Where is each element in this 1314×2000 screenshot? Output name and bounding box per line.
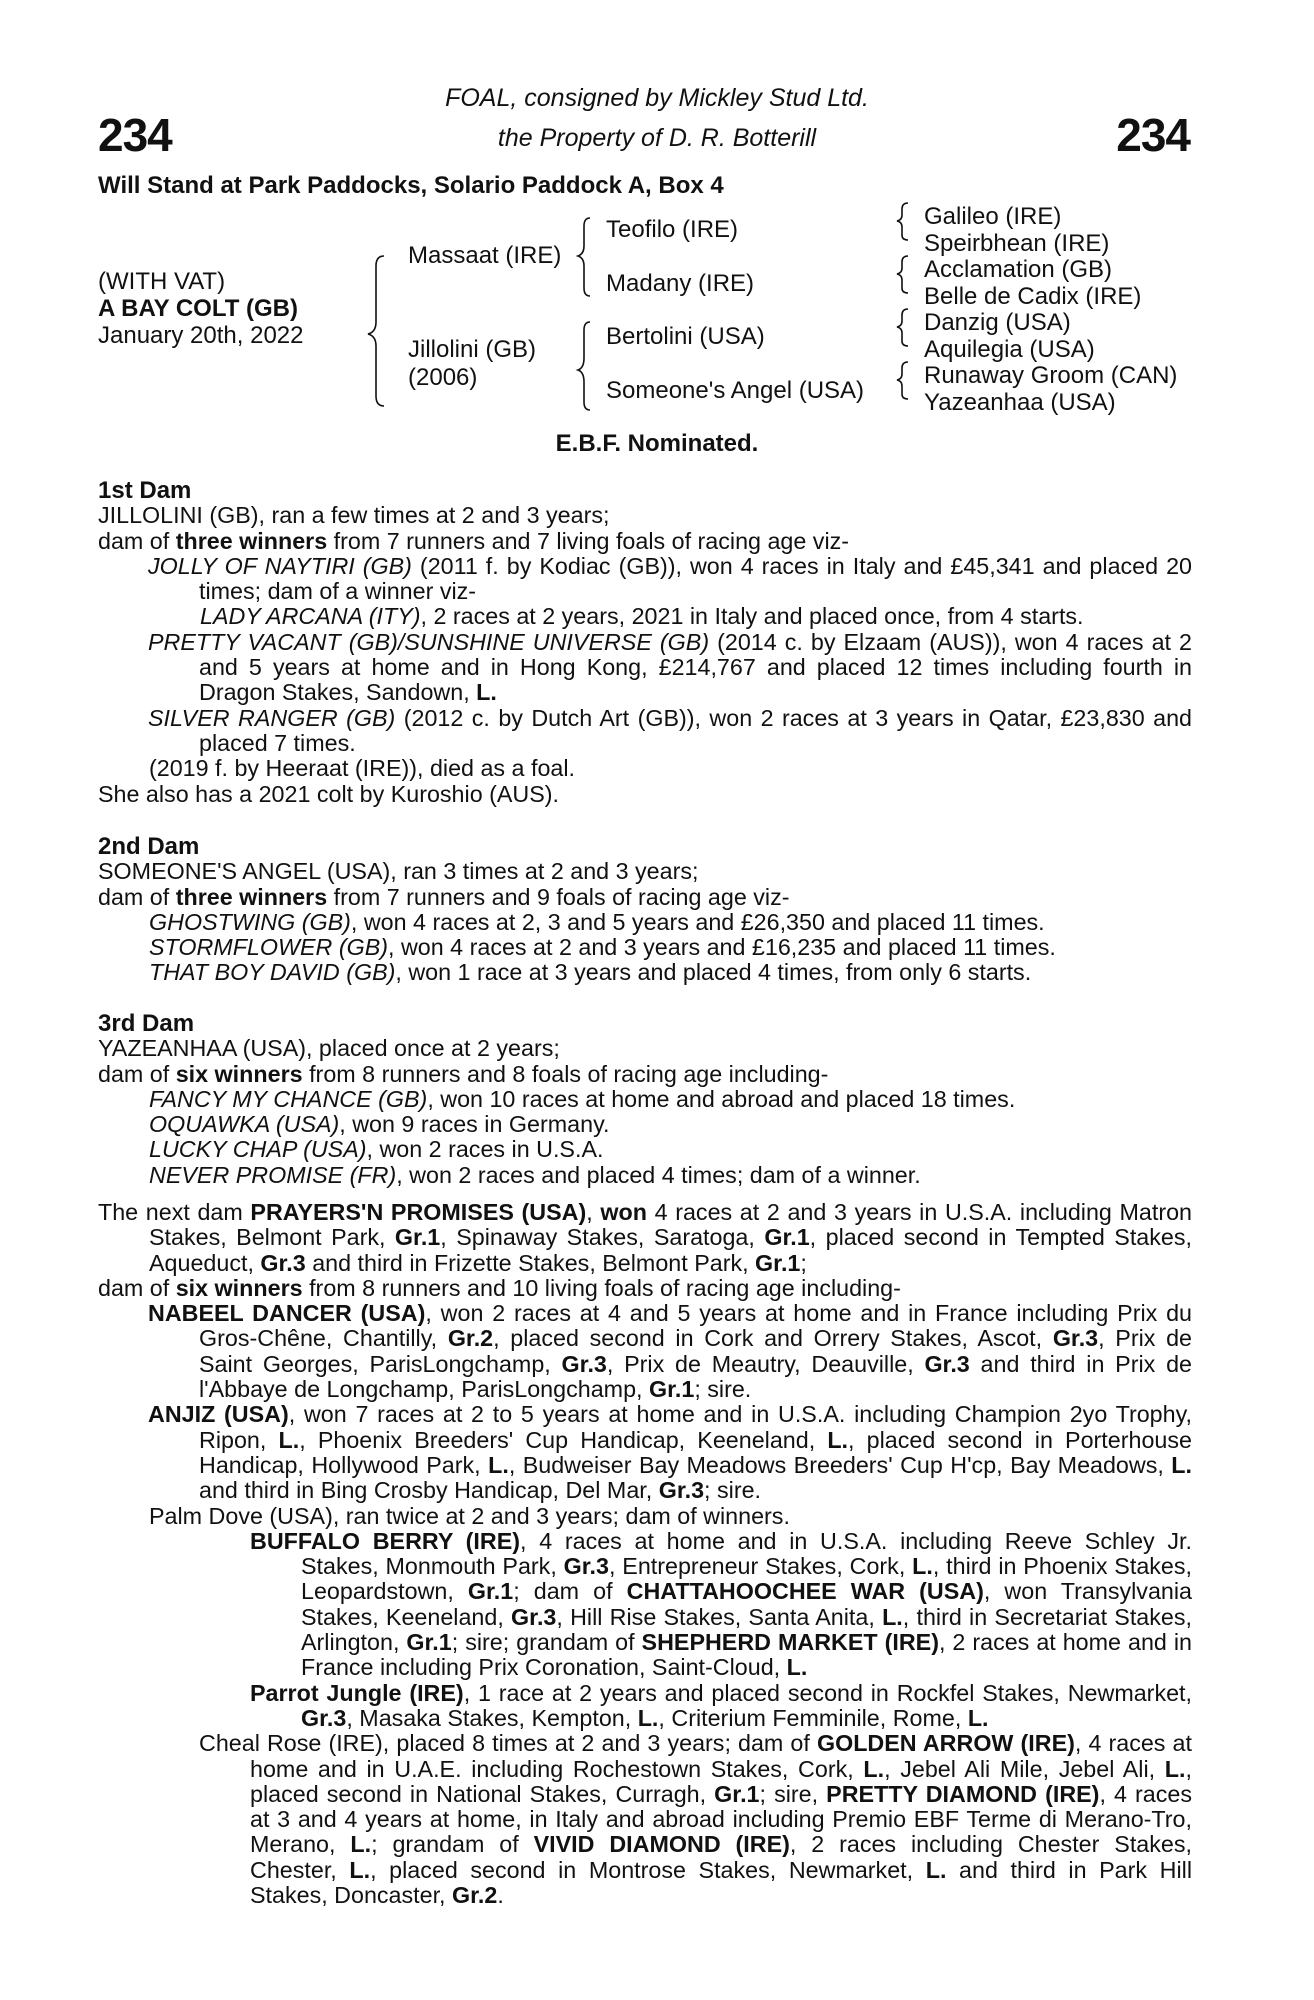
pedigree-g4: Belle de Cadix (IRE) xyxy=(924,283,1142,310)
pedigree-brace-g2 xyxy=(897,256,908,293)
pedigree-sire-dam: Madany (IRE) xyxy=(606,270,755,297)
foaling-date: January 20th, 2022 xyxy=(98,322,304,349)
produce-entry: SILVER RANGER (GB) (2012 c. by Dutch Art (GB)), won 2 races at 3 years in Qatar, £23,830 and placed 7 times. xyxy=(148,704,1192,756)
third-dam-produce-summary: dam of six winners from 8 runners and 8 foals of racing age including- xyxy=(98,1060,829,1087)
produce-entry: STORMFLOWER (GB), won 4 races at 2 and 3 years and £16,235 and placed 11 times. xyxy=(149,934,1056,961)
pedigree-brace-main xyxy=(368,256,384,406)
pedigree-g2: Speirbhean (IRE) xyxy=(924,230,1110,257)
pedigree-dam-year: (2006) xyxy=(408,364,478,391)
next-dam-line: The next dam PRAYERS'N PROMISES (USA), won 4 races at 2 and 3 years in U.S.A. including Matron Stakes, Belmont Park, Gr.1, Spinaway Stakes, Saratoga, Gr.1, placed second in Tempted Stakes, Aqueduct, Gr.3 and third in Frizette Stakes, Belmont Park, Gr.1; xyxy=(98,1199,1193,1276)
produce-entry: FANCY MY CHANCE (GB), won 10 races at home and abroad and placed 18 times. xyxy=(149,1085,1016,1112)
produce-entry: JOLLY OF NAYTIRI (GB) (2011 f. by Kodiac (GB)), won 4 races in Italy and £45,341 and placed 20 times; dam of a winner viz- xyxy=(148,552,1192,605)
second-dam-section xyxy=(98,834,1192,986)
second-dam-line: SOMEONE'S ANGEL (USA), ran 3 times at 2 and 3 years; xyxy=(98,858,699,885)
ebf-nominated: E.B.F. Nominated. xyxy=(555,430,759,457)
third-dam-line: YAZEANHAA (USA), placed once at 2 years; xyxy=(98,1035,560,1062)
second-dam-produce-summary: dam of three winners from 7 runners and 9 foals of racing age viz- xyxy=(98,883,790,910)
pedigree-braces xyxy=(0,0,1314,420)
produce-entry: GHOSTWING (GB), won 4 races at 2, 3 and 5 years and £26,350 and placed 11 times. xyxy=(149,908,1045,935)
produce-entry: NEVER PROMISE (FR), won 2 races and placed 4 times; dam of a winner. xyxy=(149,1161,921,1188)
vat-note: (WITH VAT) xyxy=(98,268,226,295)
pedigree-dam: Jillolini (GB) xyxy=(408,336,537,363)
produce-sub-entry: Cheal Rose (IRE), placed 8 times at 2 and 3 years; dam of GOLDEN ARROW (IRE), 4 races at home and in U.A.E. including Rochestown Stakes, Cork, L., Jebel Ali Mile, Jebel Ali, L., placed second in National Stakes, Curragh, Gr.1; sire, PRETTY DIAMOND (IRE), 4 races at 3 and 4 years at home, in Italy and abroad including Premio EBF Terme di Merano-Tro, Merano, L.; grandam of VIVID DIAMOND (IRE), 2 races including Chester Stakes, Chester, L., placed second in Montrose Stakes, Newmarket, L. and third in Park Hill Stakes, Doncaster, Gr.2. xyxy=(199,1730,1192,1909)
second-dam-heading: 2nd Dam xyxy=(98,833,200,860)
third-dam-section xyxy=(98,1011,1192,1188)
consignment-line-2: the Property of D. R. Botterill xyxy=(497,124,817,152)
lot-number-left: 234 xyxy=(98,109,172,161)
first-dam-also: She also has a 2021 colt by Kuroshio (AUS). xyxy=(98,780,560,807)
produce-entry: OQUAWKA (USA), won 9 races in Germany. xyxy=(149,1111,610,1138)
stand-location: Will Stand at Park Paddocks, Solario Paddock A, Box 4 xyxy=(98,172,724,199)
produce-entry: ANJIZ (USA), won 7 races at 2 to 5 years at home and in U.S.A. including Champion 2yo Trophy, Ripon, L., Phoenix Breeders' Cup Handicap, Keeneland, L., placed second in Porterhouse Handicap, Hollywood Park, L., Budweiser Bay Meadows Breeders' Cup H'cp, Bay Meadows, L. and third in Bing Crosby Handicap, Del Mar, Gr.3; sire. xyxy=(148,1401,1192,1504)
third-dam-heading: 3rd Dam xyxy=(98,1010,195,1037)
pedigree-brace-g3 xyxy=(897,309,908,346)
pedigree-sire: Massaat (IRE) xyxy=(408,242,562,269)
produce-entry: (2019 f. by Heeraat (IRE)), died as a foal. xyxy=(149,755,576,782)
pedigree-dam-sire: Bertolini (USA) xyxy=(606,323,765,350)
pedigree-g7: Runaway Groom (CAN) xyxy=(924,362,1178,389)
produce-sub-entry: Parrot Jungle (IRE), 1 race at 2 years and placed second in Rockfel Stakes, Newmarket, Gr.3, Masaka Stakes, Kempton, L., Criterium Femminile, Rome, L. xyxy=(250,1679,1192,1731)
pedigree-brace-sire xyxy=(578,218,590,296)
consignment-line-1: FOAL, consigned by Mickley Stud Ltd. xyxy=(445,84,869,112)
next-dam-produce-summary: dam of six winners from 8 runners and 10 living foals of racing age including- xyxy=(98,1274,901,1301)
pedigree-g3: Acclamation (GB) xyxy=(924,256,1113,283)
next-dam-section xyxy=(98,1200,1192,1908)
pedigree-g1: Galileo (IRE) xyxy=(924,203,1062,230)
produce-entry: Palm Dove (USA), ran twice at 2 and 3 years; dam of winners. xyxy=(149,1502,790,1529)
first-dam-line: JILLOLINI (GB), ran a few times at 2 and 3 years; xyxy=(98,502,610,529)
pedigree-brace-dam xyxy=(578,322,590,410)
produce-entry: THAT BOY DAVID (GB), won 1 race at 3 years and placed 4 times, from only 6 starts. xyxy=(149,959,1032,986)
first-dam-section xyxy=(98,478,1192,807)
lot-number-right: 234 xyxy=(1116,109,1190,161)
first-dam-heading: 1st Dam xyxy=(98,477,192,504)
horse-description: A BAY COLT (GB) xyxy=(98,295,299,322)
produce-entry: LUCKY CHAP (USA), won 2 races in U.S.A. xyxy=(149,1136,604,1163)
pedigree-brace-g4 xyxy=(897,362,908,399)
pedigree-dam-dam: Someone's Angel (USA) xyxy=(606,377,865,404)
pedigree-brace-g1 xyxy=(897,203,908,240)
produce-sub-entry: LADY ARCANA (ITY), 2 races at 2 years, 2021 in Italy and placed once, from 4 starts. xyxy=(200,603,1084,630)
produce-entry: PRETTY VACANT (GB)/SUNSHINE UNIVERSE (GB) (2014 c. by Elzaam (AUS)), won 4 races at 2 and 5 years at home and in Hong Kong, £214,767 and placed 12 times including fourth in Dragon Stakes, Sandown, L. xyxy=(148,628,1192,706)
produce-sub-entry: BUFFALO BERRY (IRE), 4 races at home and in U.S.A. including Reeve Schley Jr. Stakes, Monmouth Park, Gr.3, Entrepreneur Stakes, Cork, L., third in Phoenix Stakes, Leopardstown, Gr.1; dam of CHATTAHOOCHEE WAR (USA), won Transylvania Stakes, Keeneland, Gr.3, Hill Rise Stakes, Santa Anita, L., third in Secretariat Stakes, Arlington, Gr.1; sire; grandam of SHEPHERD MARKET (IRE), 2 races at home and in France including Prix Coronation, Saint-Cloud, L. xyxy=(250,1527,1193,1681)
first-dam-produce-summary: dam of three winners from 7 runners and 7 living foals of racing age viz- xyxy=(98,527,850,554)
pedigree-g6: Aquilegia (USA) xyxy=(924,336,1095,363)
produce-entry: NABEEL DANCER (USA), won 2 races at 4 and 5 years at home and in France including Prix du Gros-Chêne, Chantilly, Gr.2, placed second in Cork and Orrery Stakes, Ascot, Gr.3, Prix de Saint Georges, ParisLongchamp, Gr.3, Prix de Meautry, Deauville, Gr.3 and third in Prix de l'Abbaye de Longchamp, ParisLongchamp, Gr.1; sire. xyxy=(148,1300,1193,1403)
pedigree-g5: Danzig (USA) xyxy=(924,309,1071,336)
pedigree-g8: Yazeanhaa (USA) xyxy=(924,389,1116,416)
pedigree-sire-sire: Teofilo (IRE) xyxy=(606,216,739,243)
